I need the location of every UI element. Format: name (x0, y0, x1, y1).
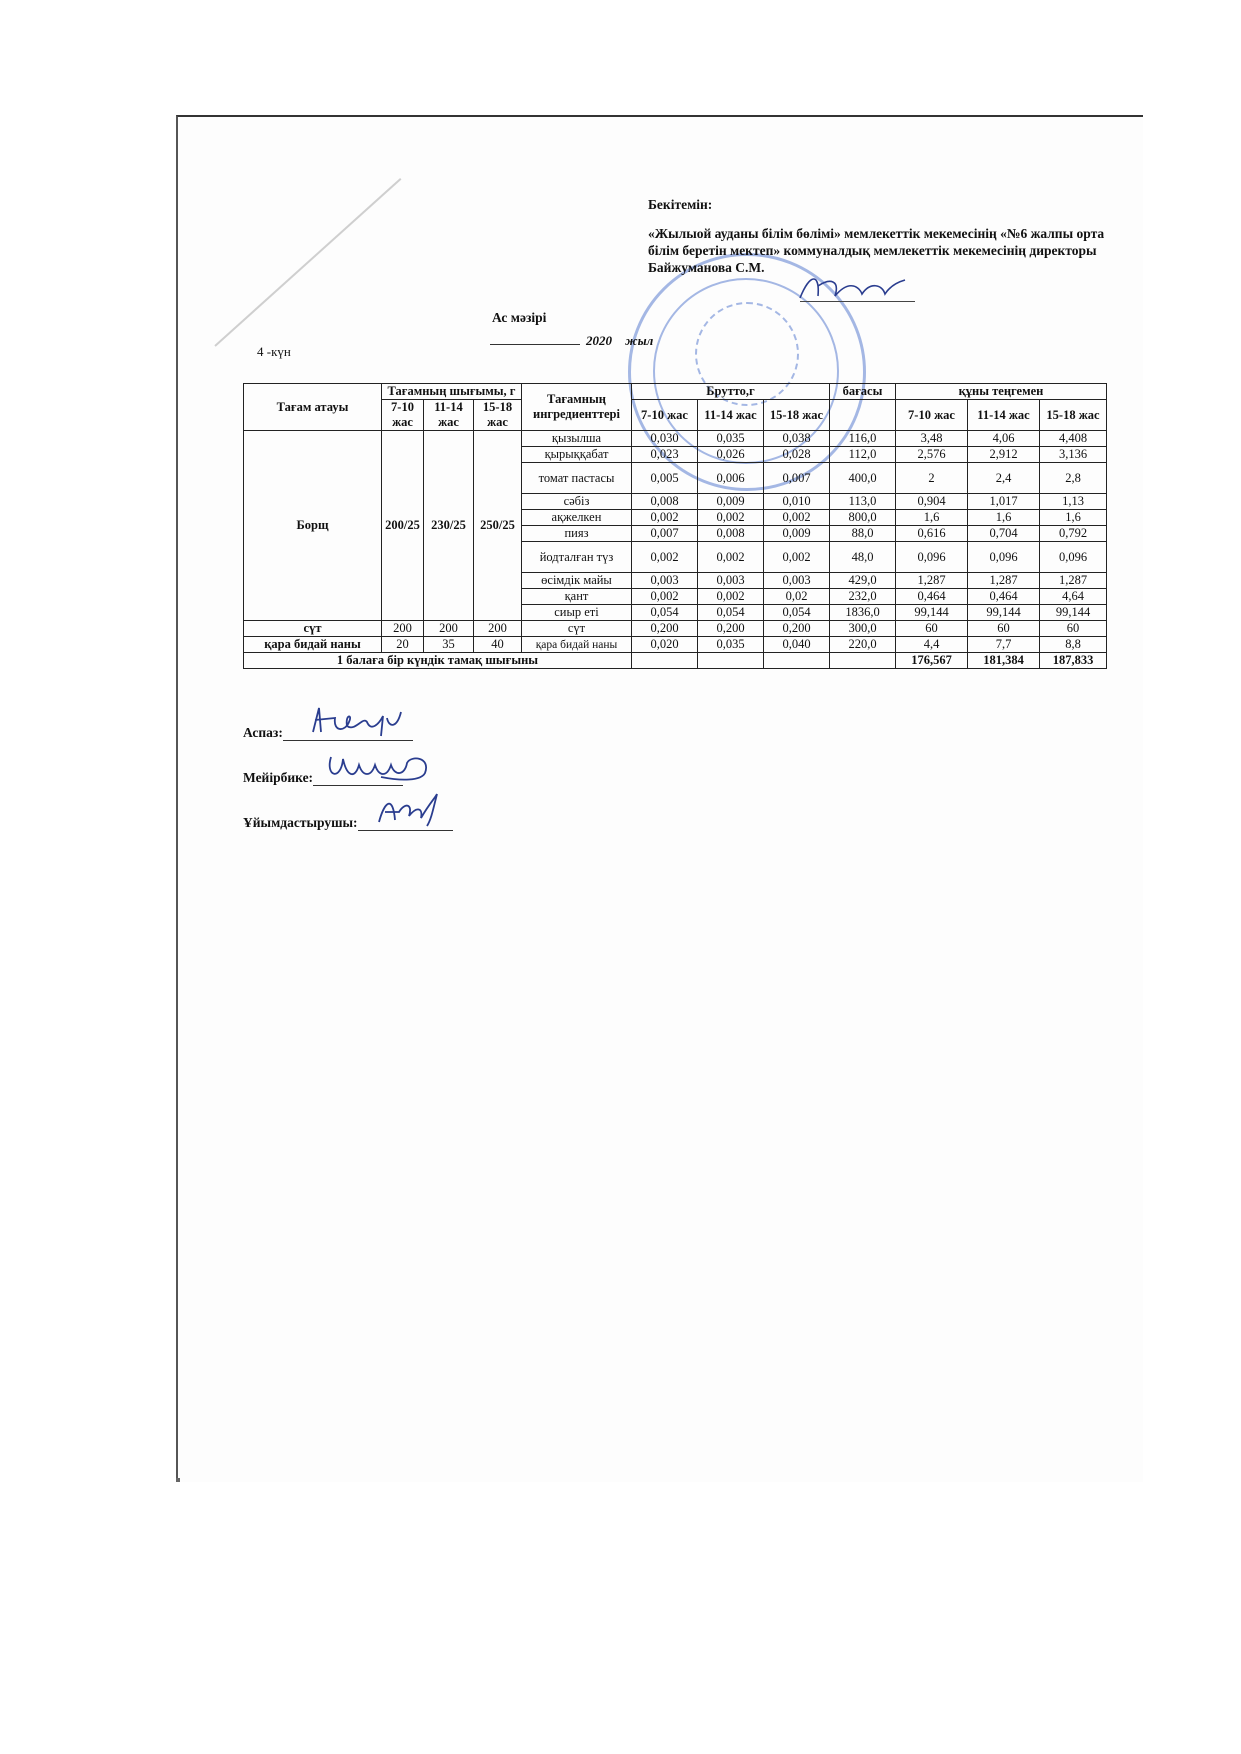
brutto-3: 0,02 (764, 589, 830, 605)
cost-1: 4,4 (896, 637, 968, 653)
brutto-3: 0,009 (764, 526, 830, 542)
brutto-1: 0,002 (632, 542, 698, 573)
page-title: Ас мәзірі (492, 310, 547, 325)
brutto-1: 0,007 (632, 526, 698, 542)
scan-speck (176, 1478, 180, 1482)
approval-text-2: білім беретін мектеп» коммуналдық мемлекеттік мекемесінің директоры (648, 243, 1097, 258)
ingredient: қант (522, 589, 632, 605)
cost-1: 99,144 (896, 605, 968, 621)
cost-2: 4,06 (968, 431, 1040, 447)
table-row-milk (244, 621, 1107, 637)
brutto-1: 0,054 (632, 605, 698, 621)
total-cost-2: 181,384 (968, 653, 1040, 669)
brutto-2: 0,003 (698, 573, 764, 589)
yield-2: 35 (424, 637, 474, 653)
cost-2: 0,096 (968, 542, 1040, 573)
brutto-1: 0,008 (632, 494, 698, 510)
header-ingredients: Тағамның ингредиенттері (522, 384, 632, 431)
cost-3: 1,13 (1040, 494, 1107, 510)
header-brutto: Брутто,г (632, 384, 830, 400)
brutto-3: 0,200 (764, 621, 830, 637)
brutto-2: 0,008 (698, 526, 764, 542)
yield-2: 230/25 (424, 431, 474, 621)
cost-3: 3,136 (1040, 447, 1107, 463)
dish-name: қара бидай наны (244, 637, 382, 653)
brutto-3: 0,038 (764, 431, 830, 447)
organizer-label: Ұйымдастырушы: (243, 815, 358, 830)
brutto-age-1: 7-10 жас (632, 400, 698, 431)
dish-name: сүт (244, 621, 382, 637)
table-row (244, 431, 1107, 447)
cook-label: Аспаз: (243, 725, 283, 740)
ingredient: қара бидай наны (522, 637, 632, 653)
date-suffix: жыл (625, 333, 654, 348)
nurse-label: Мейірбике: (243, 770, 314, 785)
ingredient: ақжелкен (522, 510, 632, 526)
total-empty (764, 653, 830, 669)
header-price: бағасы (830, 384, 896, 400)
ingredient: сиыр еті (522, 605, 632, 621)
brutto-3: 0,054 (764, 605, 830, 621)
brutto-1: 0,005 (632, 463, 698, 494)
cost-1: 0,464 (896, 589, 968, 605)
cost-2: 0,464 (968, 589, 1040, 605)
header-dish: Тағам атауы (244, 384, 382, 431)
cost-2: 1,287 (968, 573, 1040, 589)
brutto-2: 0,035 (698, 431, 764, 447)
yield-age-2: 11-14 жас (424, 400, 474, 431)
price-empty (830, 400, 896, 431)
brutto-age-2: 11-14 жас (698, 400, 764, 431)
price: 232,0 (830, 589, 896, 605)
ingredient: сәбіз (522, 494, 632, 510)
brutto-3: 0,002 (764, 510, 830, 526)
organizer-signature (371, 790, 451, 830)
total-empty (632, 653, 698, 669)
cost-1: 1,287 (896, 573, 968, 589)
cook-signature (305, 702, 415, 742)
cost-3: 60 (1040, 621, 1107, 637)
cost-1: 1,6 (896, 510, 968, 526)
cost-3: 8,8 (1040, 637, 1107, 653)
header-yield: Тағамның шығымы, г (382, 384, 522, 400)
brutto-1: 0,200 (632, 621, 698, 637)
brutto-3: 0,003 (764, 573, 830, 589)
yield-3: 250/25 (474, 431, 522, 621)
ingredient: өсімдік майы (522, 573, 632, 589)
cost-2: 60 (968, 621, 1040, 637)
brutto-1: 0,002 (632, 510, 698, 526)
cost-3: 1,6 (1040, 510, 1107, 526)
brutto-age-3: 15-18 жас (764, 400, 830, 431)
cost-2: 7,7 (968, 637, 1040, 653)
price: 113,0 (830, 494, 896, 510)
cost-1: 0,096 (896, 542, 968, 573)
menu-table (243, 383, 1107, 669)
total-empty (698, 653, 764, 669)
cost-1: 0,616 (896, 526, 968, 542)
ingredient: қызылша (522, 431, 632, 447)
ingredient: сүт (522, 621, 632, 637)
total-empty (830, 653, 896, 669)
brutto-2: 0,002 (698, 510, 764, 526)
cost-age-1: 7-10 жас (896, 400, 968, 431)
yield-1: 200 (382, 621, 424, 637)
cost-age-3: 15-18 жас (1040, 400, 1107, 431)
price: 1836,0 (830, 605, 896, 621)
brutto-3: 0,028 (764, 447, 830, 463)
brutto-2: 0,006 (698, 463, 764, 494)
director-name: Байжуманова С.М. (648, 260, 765, 275)
date-field (490, 333, 653, 349)
cost-2: 2,912 (968, 447, 1040, 463)
brutto-3: 0,040 (764, 637, 830, 653)
yield-age-3: 15-18 жас (474, 400, 522, 431)
approval-label: Бекітемін: (648, 197, 713, 212)
yield-2: 200 (424, 621, 474, 637)
director-signature-line (800, 301, 915, 302)
brutto-3: 0,002 (764, 542, 830, 573)
cost-2: 1,6 (968, 510, 1040, 526)
header-row-1 (244, 384, 1107, 400)
brutto-1: 0,020 (632, 637, 698, 653)
brutto-1: 0,003 (632, 573, 698, 589)
cost-1: 2 (896, 463, 968, 494)
nurse-signature (321, 747, 441, 787)
price: 88,0 (830, 526, 896, 542)
yield-1: 200/25 (382, 431, 424, 621)
ingredient: томат пастасы (522, 463, 632, 494)
cost-2: 0,704 (968, 526, 1040, 542)
director-signature (790, 268, 910, 308)
price: 429,0 (830, 573, 896, 589)
price: 48,0 (830, 542, 896, 573)
cost-age-2: 11-14 жас (968, 400, 1040, 431)
price: 300,0 (830, 621, 896, 637)
yield-age-1: 7-10 жас (382, 400, 424, 431)
yield-3: 40 (474, 637, 522, 653)
day-label: 4 -күн (257, 344, 291, 359)
header-cost: құны теңгемен (896, 384, 1107, 400)
ingredient: пияз (522, 526, 632, 542)
cost-3: 4,64 (1040, 589, 1107, 605)
cost-3: 2,8 (1040, 463, 1107, 494)
signature-block (243, 724, 453, 859)
cost-2: 2,4 (968, 463, 1040, 494)
date-year: 2020 (586, 333, 612, 348)
table-row-bread (244, 637, 1107, 653)
brutto-3: 0,007 (764, 463, 830, 494)
total-label: 1 балаға бір күндік тамақ шығыны (244, 653, 632, 669)
dish-name: Борщ (244, 431, 382, 621)
cost-1: 2,576 (896, 447, 968, 463)
yield-1: 20 (382, 637, 424, 653)
total-cost-1: 176,567 (896, 653, 968, 669)
brutto-3: 0,010 (764, 494, 830, 510)
cost-1: 60 (896, 621, 968, 637)
brutto-2: 0,002 (698, 542, 764, 573)
ingredient: қырыққабат (522, 447, 632, 463)
total-cost-3: 187,833 (1040, 653, 1107, 669)
price: 112,0 (830, 447, 896, 463)
brutto-2: 0,035 (698, 637, 764, 653)
price: 800,0 (830, 510, 896, 526)
brutto-1: 0,002 (632, 589, 698, 605)
cost-3: 99,144 (1040, 605, 1107, 621)
cost-2: 1,017 (968, 494, 1040, 510)
brutto-2: 0,200 (698, 621, 764, 637)
organizer-signature-row (243, 814, 453, 859)
brutto-1: 0,030 (632, 431, 698, 447)
approval-text-1: «Жылыой ауданы білім бөлімі» мемлекеттік мекемесінің «№6 жалпы орта (648, 226, 1105, 241)
table-row-total (244, 653, 1107, 669)
brutto-2: 0,026 (698, 447, 764, 463)
price: 116,0 (830, 431, 896, 447)
yield-3: 200 (474, 621, 522, 637)
cost-3: 1,287 (1040, 573, 1107, 589)
price: 220,0 (830, 637, 896, 653)
cost-2: 99,144 (968, 605, 1040, 621)
cost-1: 0,904 (896, 494, 968, 510)
price: 400,0 (830, 463, 896, 494)
approval-block (648, 196, 1148, 276)
ingredient: йодталған түз (522, 542, 632, 573)
cost-3: 0,096 (1040, 542, 1107, 573)
cost-3: 0,792 (1040, 526, 1107, 542)
cost-3: 4,408 (1040, 431, 1107, 447)
brutto-2: 0,009 (698, 494, 764, 510)
brutto-2: 0,002 (698, 589, 764, 605)
cost-1: 3,48 (896, 431, 968, 447)
brutto-1: 0,023 (632, 447, 698, 463)
brutto-2: 0,054 (698, 605, 764, 621)
